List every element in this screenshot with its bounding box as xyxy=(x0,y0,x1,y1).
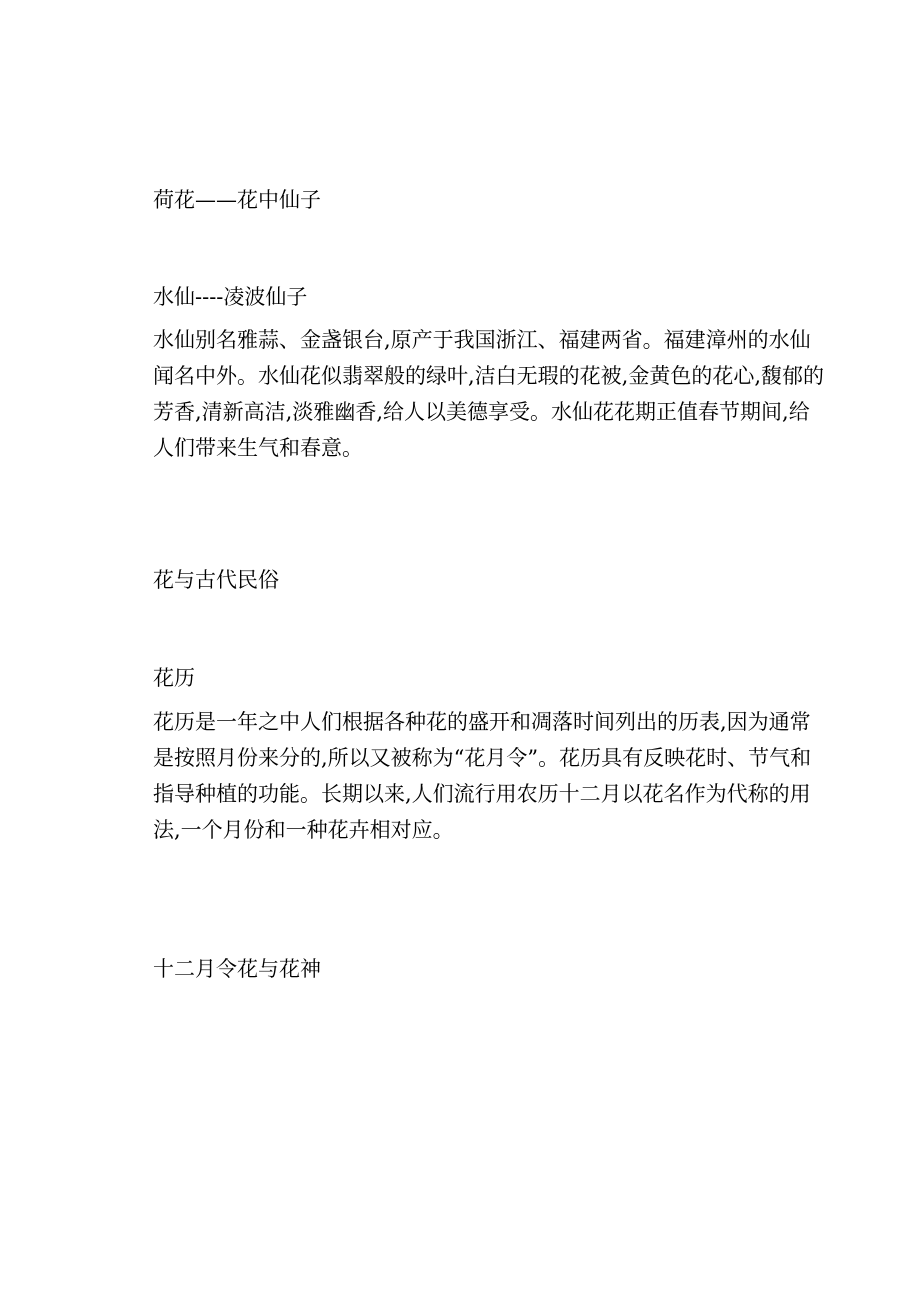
heading-flower-calendar: 花历 xyxy=(153,666,195,690)
heading-twelve-months: 十二月令花与花神 xyxy=(153,957,321,981)
paragraph-flower-calendar: 花历是一年之中人们根据各种花的盛开和凋落时间列出的历表,因为通常是按照月份来分的,所以又被称为“花月令”。花历具有反映花时、节气和指导种植的功能。长期以来,人们流行用农历十二月以花名作为代称的用法,一个月份和一种花卉相对应。 xyxy=(153,710,812,842)
heading-lotus: 荷花——花中仙子 xyxy=(153,188,321,212)
heading-folk-customs: 花与古代民俗 xyxy=(153,568,279,592)
paragraph-narcissus: 水仙别名雅蒜、金盏银台,原产于我国浙江、福建两省。福建漳州的水仙闻名中外。水仙花似翡翠般的绿叶,洁白无瑕的花被,金黄色的花心,馥郁的芳香,清新高洁,淡雅幽香,给人以美德享受。水仙花花期正值春节期间,给人们带来生气和春意。 xyxy=(153,328,825,460)
heading-narcissus: 水仙----凌波仙子 xyxy=(153,285,308,309)
